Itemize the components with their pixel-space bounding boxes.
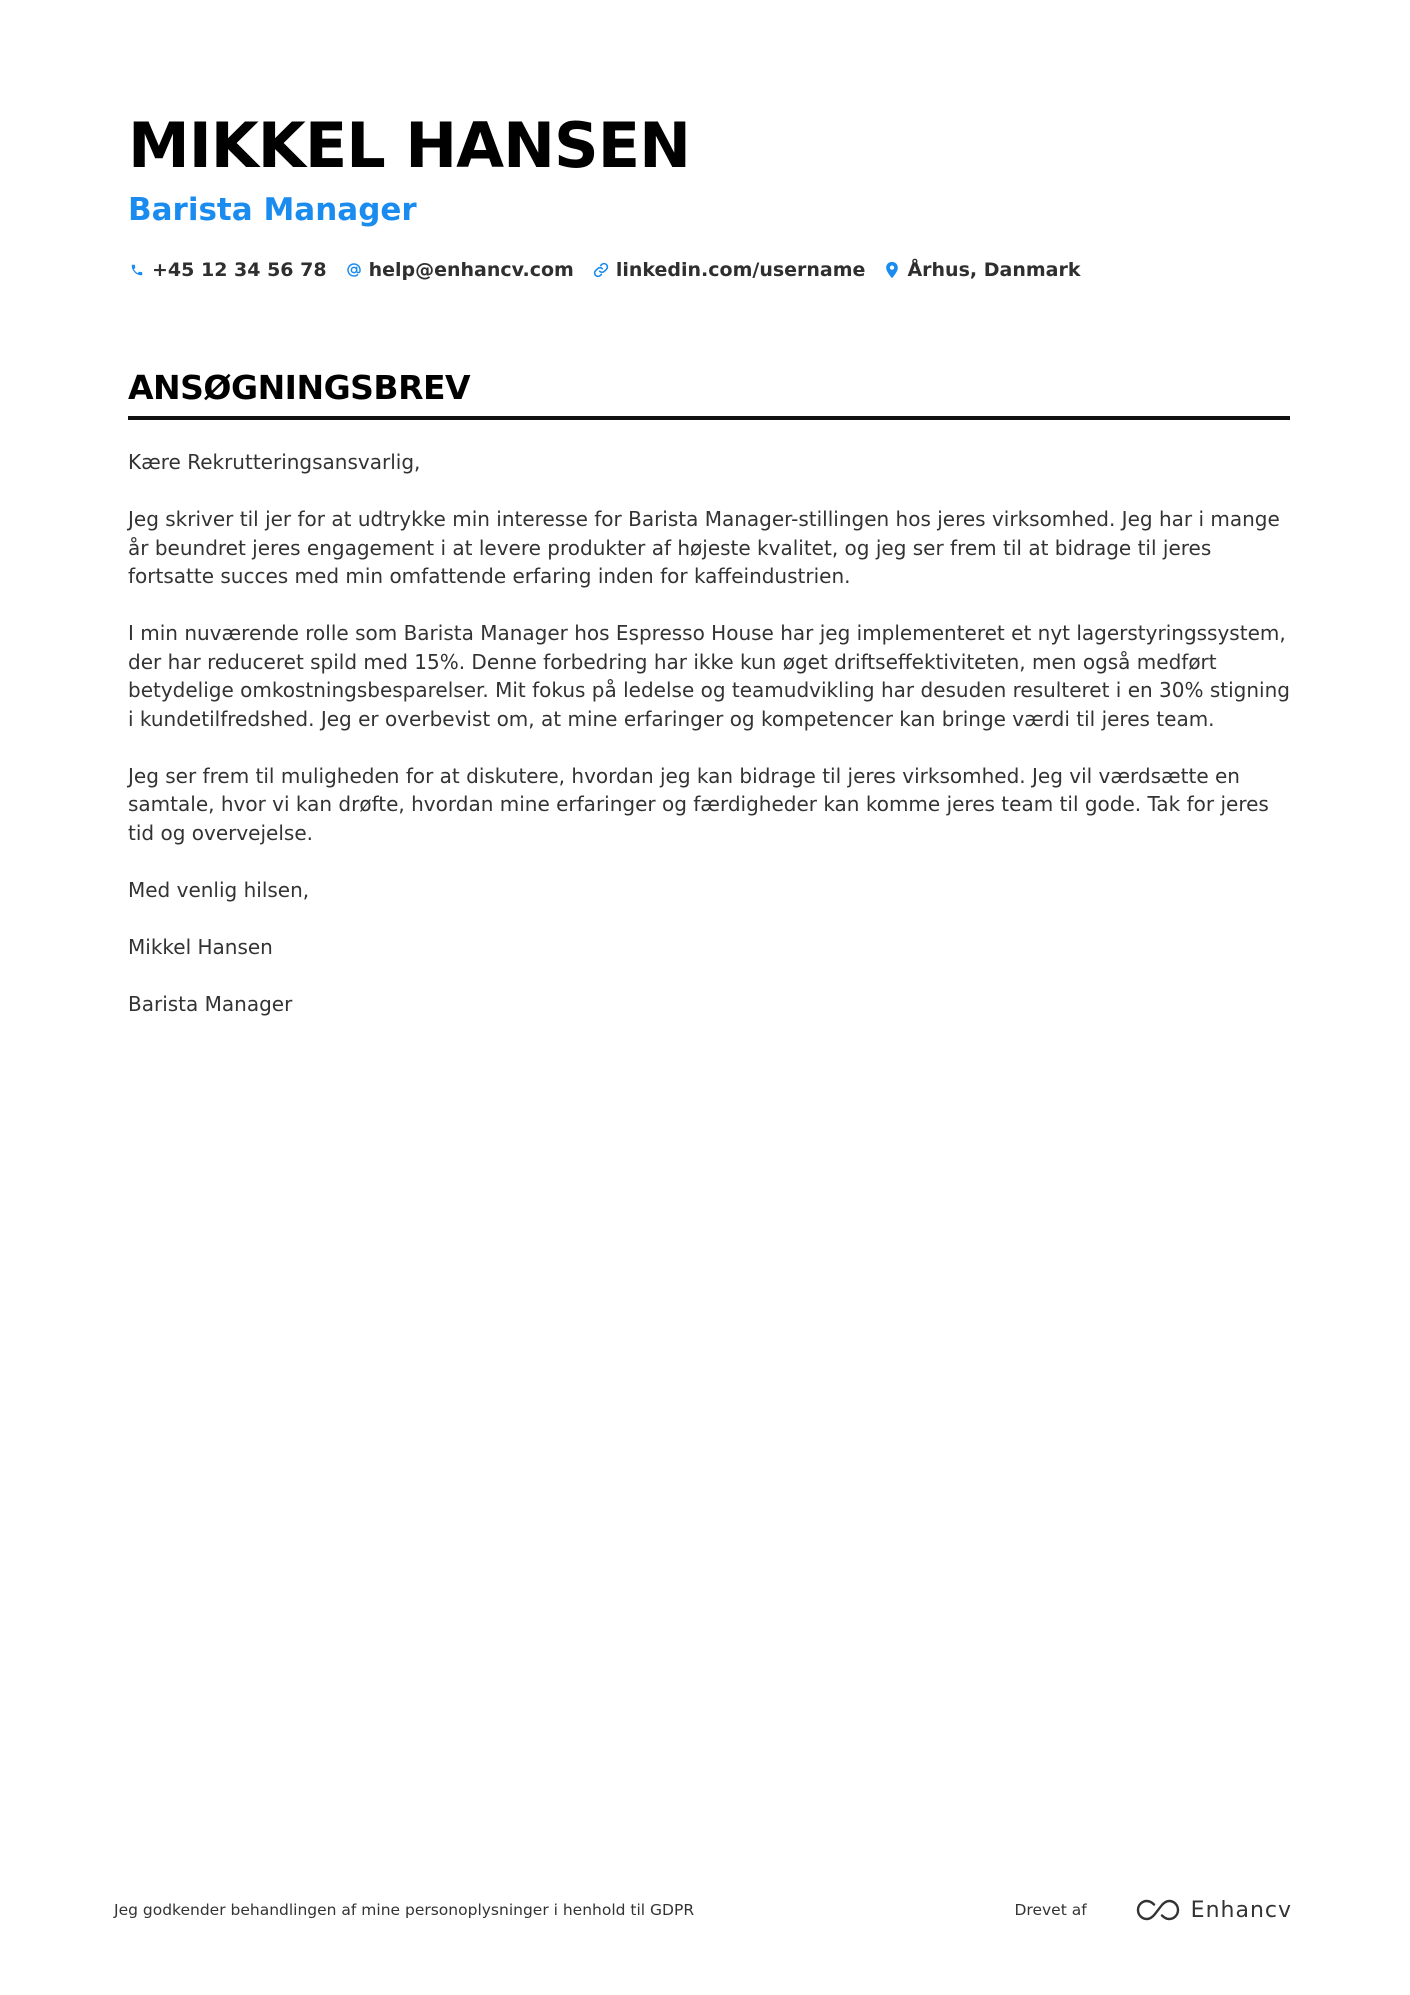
contact-location-text: Århus, Danmark [907, 259, 1081, 281]
enhancv-brand-name: Enhancv [1190, 1897, 1292, 1923]
signature-title: Barista Manager [128, 991, 293, 1016]
job-title: Barista Manager [128, 192, 417, 228]
letter-paragraph: Jeg skriver til jer for at udtrykke min interesse for Barista Manager-stillingen hos jeres virksomhed. Jeg har i mange år beundret jeres engagement i at levere produkter af højeste kvalitet, og jeg ser frem til at bidrage til jeres fortsatte succes med min omfattende erfaring inden for kaffeindustrien. [128, 507, 1280, 588]
phone-icon [128, 260, 146, 280]
gdpr-consent-text: Jeg godkender behandlingen af mine personoplysninger i henhold til GDPR [114, 1901, 695, 1919]
contact-location [883, 259, 1080, 281]
contact-info [128, 256, 1288, 284]
contact-email-text: help@enhancv.com [368, 259, 574, 281]
letter-paragraph: Jeg ser frem til muligheden for at diskutere, hvordan jeg kan bidrage til jeres virksomhed. Jeg vil værdsætte en samtale, hvor vi kan drøfte, hvordan mine erfaringer og færdigheder kan komme jeres team til gode. Tak for jeres tid og overvejelse. [128, 763, 1269, 845]
contact-phone-text: +45 12 34 56 78 [152, 259, 327, 281]
contact-email[interactable] [345, 259, 574, 281]
powered-by-label: Drevet af [1014, 1901, 1087, 1919]
cover-letter-section [128, 368, 1290, 1047]
section-title: ANSØGNINGSBREV [128, 368, 471, 407]
enhancv-logo[interactable] [1135, 1898, 1292, 1923]
link-icon [592, 260, 610, 280]
footer [114, 1890, 1292, 1930]
letter-greeting: Kære Rekrutteringsansvarlig, [128, 450, 421, 474]
signature-name: Mikkel Hansen [128, 934, 273, 959]
contact-linkedin-text: linkedin.com/username [615, 259, 866, 281]
location-pin-icon [883, 260, 901, 280]
header [128, 108, 1288, 284]
letter-paragraph: I min nuværende rolle som Barista Manager hos Espresso House har jeg implementeret et nyt lagerstyringssystem, der har reduceret spild med 15%. Denne forbedring har ikke kun øget driftseffektiviteten, men også medført betydelige omkostningsbesparelser. Mit fokus på ledelse og teamudvikling har desuden resulteret i en 30% stigning i kundetilfredshed. Jeg er overbevist om, at mine erfaringer og kompetencer kan bringe værdi til jeres team. [128, 621, 1290, 731]
enhancv-logo-icon [1135, 1898, 1181, 1922]
candidate-name: MIKKEL HANSEN [128, 109, 690, 182]
letter-closing: Med venlig hilsen, [128, 877, 310, 902]
contact-linkedin[interactable] [592, 259, 866, 281]
at-icon [345, 260, 363, 280]
letter-body [128, 448, 1290, 1018]
contact-phone [128, 259, 327, 281]
section-divider [128, 416, 1290, 420]
